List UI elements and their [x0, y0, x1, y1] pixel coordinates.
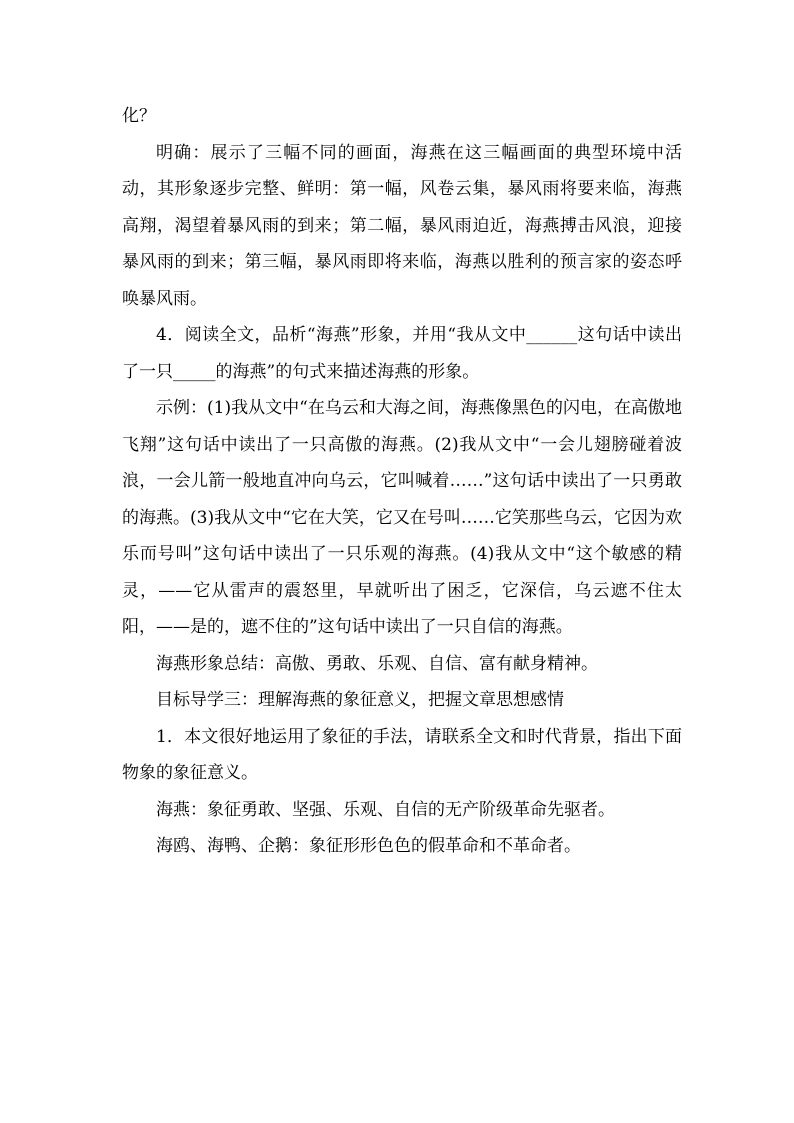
paragraph-petrel-symbol: 海燕：象征勇敢、坚强、乐观、自信的无产阶级革命先驱者。	[156, 799, 615, 820]
paragraph-examples: 示例：(1)我从文中“在乌云和大海之间，海燕像黑色的闪电，在高傲地飞翔”这句话中读出了一只高傲的海燕。(2)我从文中“一会儿翅膀碰着波浪，一会儿箭一般地直冲向乌云，它叫喊着……”这句话中读出了一只勇敢的海燕。(3)我从文中“它在大笑，它又在号叫……它笑那些乌云，它因为欢乐而号叫”这句话中读出了一只乐观的海燕。(4)我从文中“这个敏感的精灵，——它从雷声的震怒里，早就听出了困乏，它深信，乌云遮不住太阳，——是的，遮不住的”这句话中读出了一只自信的海燕。	[122, 398, 682, 637]
paragraph-question-end: 化？	[122, 106, 156, 126]
paragraph-gull-duck-penguin-symbol: 海鸥、海鸭、企鹅：象征形形色色的假革命和不革命者。	[156, 836, 581, 856]
document-body	[122, 98, 682, 865]
paragraph-image-summary: 海燕形象总结：高傲、勇敢、乐观、自信、富有献身精神。	[156, 653, 598, 674]
paragraph-answer-three-scenes: 明确：展示了三幅不同的画面，海燕在这三幅画面的典型环境中活动，其形象逐步完整、鲜明：第一幅，风卷云集，暴风雨将要来临，海燕高翔，渴望着暴风雨的到来；第二幅，暴风雨迫近，海燕搏击风浪，迎接暴风雨的到来；第三幅，暴风雨即将来临，海燕以胜利的预言家的姿态呼唤暴风雨。	[122, 142, 682, 309]
paragraph-question-4: 4．阅读全文，品析“海燕”形象，并用“我从文中______这句话中读出了一只_____的海燕”的句式来描述海燕的形象。	[122, 325, 682, 382]
section-heading-goal-three: 目标导学三：理解海燕的象征意义，把握文章思想感情	[156, 690, 564, 710]
paragraph-question-symbolism: 1．本文很好地运用了象征的手法，请联系全文和时代背景，指出下面物象的象征意义。	[122, 726, 682, 783]
